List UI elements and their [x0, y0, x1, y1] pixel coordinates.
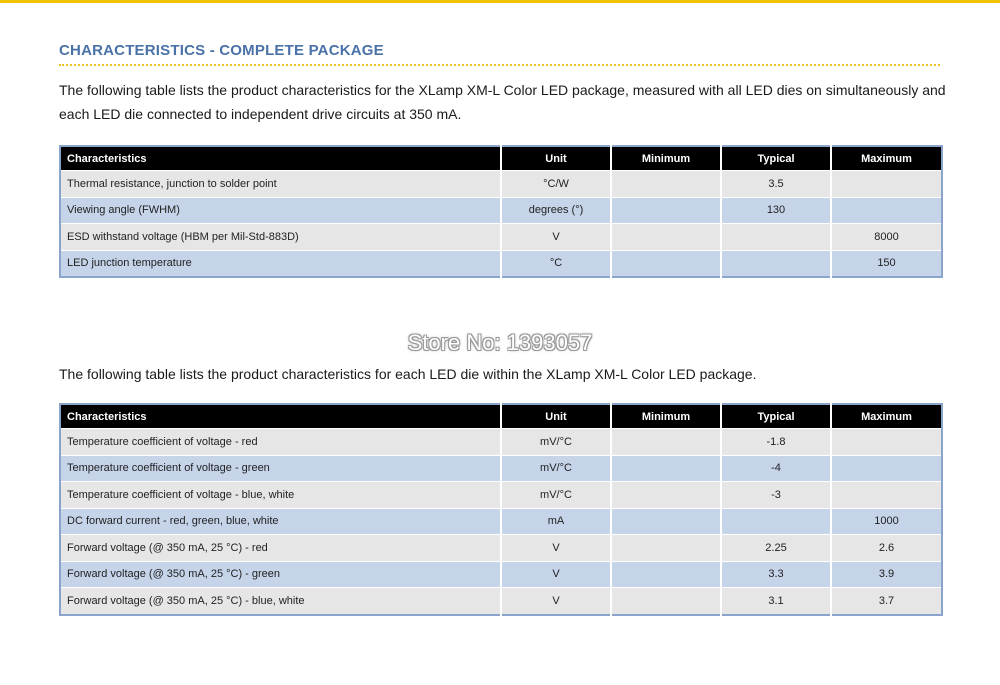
cell-minimum: [611, 588, 721, 615]
table-row: [60, 508, 942, 535]
header-maximum: Maximum: [831, 404, 942, 429]
table-header-row: [60, 146, 942, 171]
store-watermark: Store No: 1393057: [407, 330, 593, 355]
cell-unit: mV/°C: [501, 429, 611, 456]
cell-characteristic: Forward voltage (@ 350 mA, 25 °C) - green: [60, 561, 501, 588]
header-typical: Typical: [721, 146, 831, 171]
cell-minimum: [611, 250, 721, 277]
cell-minimum: [611, 455, 721, 482]
header-minimum: Minimum: [611, 146, 721, 171]
cell-maximum: 8000: [831, 224, 942, 251]
cell-maximum: 3.7: [831, 588, 942, 615]
intro-paragraph-package: The following table lists the product characteristics for the XLamp XM-L Color LED package, measured with all LED dies on simultaneously and each LED die connected to independent drive circuits at 350 mA.: [59, 82, 946, 122]
cell-unit: V: [501, 561, 611, 588]
cell-typical: -3: [721, 482, 831, 509]
cell-unit: mV/°C: [501, 482, 611, 509]
cell-minimum: [611, 561, 721, 588]
cell-typical: -1.8: [721, 429, 831, 456]
cell-minimum: [611, 171, 721, 198]
cell-minimum: [611, 508, 721, 535]
header-unit: Unit: [501, 404, 611, 429]
table-row: [60, 535, 942, 562]
cell-characteristic: DC forward current - red, green, blue, white: [60, 508, 501, 535]
cell-characteristic: Temperature coefficient of voltage - red: [60, 429, 501, 456]
table-row: [60, 429, 942, 456]
heading-dotted-divider: [59, 64, 940, 66]
table-header-row: [60, 404, 942, 429]
header-characteristics: Characteristics: [60, 146, 501, 171]
cell-characteristic: LED junction temperature: [60, 250, 501, 277]
table-row: [60, 171, 942, 198]
cell-typical: [721, 508, 831, 535]
cell-typical: 3.5: [721, 171, 831, 198]
table-row: [60, 482, 942, 509]
header-typical: Typical: [721, 404, 831, 429]
header-minimum: Minimum: [611, 404, 721, 429]
cell-typical: -4: [721, 455, 831, 482]
cell-unit: °C/W: [501, 171, 611, 198]
cell-unit: V: [501, 588, 611, 615]
section-heading: CHARACTERISTICS - COMPLETE PACKAGE: [59, 42, 384, 59]
cell-unit: V: [501, 535, 611, 562]
cell-typical: [721, 224, 831, 251]
cell-characteristic: Temperature coefficient of voltage - green: [60, 455, 501, 482]
cell-unit: °C: [501, 250, 611, 277]
cell-characteristic: Temperature coefficient of voltage - blue, white: [60, 482, 501, 509]
die-characteristics-table: [59, 403, 943, 616]
cell-maximum: [831, 197, 942, 224]
cell-characteristic: Forward voltage (@ 350 mA, 25 °C) - red: [60, 535, 501, 562]
table-row: [60, 250, 942, 277]
cell-minimum: [611, 224, 721, 251]
cell-minimum: [611, 482, 721, 509]
cell-maximum: 2.6: [831, 535, 942, 562]
cell-characteristic: Thermal resistance, junction to solder point: [60, 171, 501, 198]
cell-typical: 3.3: [721, 561, 831, 588]
header-maximum: Maximum: [831, 146, 942, 171]
intro-paragraph-die: The following table lists the product characteristics for each LED die within the XLamp XM-L Color LED package.: [59, 366, 757, 382]
cell-typical: 130: [721, 197, 831, 224]
cell-minimum: [611, 535, 721, 562]
cell-maximum: [831, 482, 942, 509]
cell-typical: [721, 250, 831, 277]
cell-maximum: [831, 455, 942, 482]
table-row: [60, 197, 942, 224]
package-characteristics-table: [59, 145, 943, 278]
header-characteristics: Characteristics: [60, 404, 501, 429]
cell-unit: mA: [501, 508, 611, 535]
cell-maximum: [831, 429, 942, 456]
cell-unit: V: [501, 224, 611, 251]
table-row: [60, 224, 942, 251]
cell-unit: degrees (°): [501, 197, 611, 224]
table-row: [60, 561, 942, 588]
header-unit: Unit: [501, 146, 611, 171]
cell-characteristic: Viewing angle (FWHM): [60, 197, 501, 224]
cell-maximum: 3.9: [831, 561, 942, 588]
cell-characteristic: Forward voltage (@ 350 mA, 25 °C) - blue, white: [60, 588, 501, 615]
cell-typical: 3.1: [721, 588, 831, 615]
cell-maximum: [831, 171, 942, 198]
top-accent-bar: [0, 0, 1000, 3]
cell-maximum: 150: [831, 250, 942, 277]
cell-maximum: 1000: [831, 508, 942, 535]
cell-characteristic: ESD withstand voltage (HBM per Mil-Std-883D): [60, 224, 501, 251]
cell-typical: 2.25: [721, 535, 831, 562]
table-row: [60, 588, 942, 615]
cell-minimum: [611, 197, 721, 224]
cell-unit: mV/°C: [501, 455, 611, 482]
table-row: [60, 455, 942, 482]
cell-minimum: [611, 429, 721, 456]
